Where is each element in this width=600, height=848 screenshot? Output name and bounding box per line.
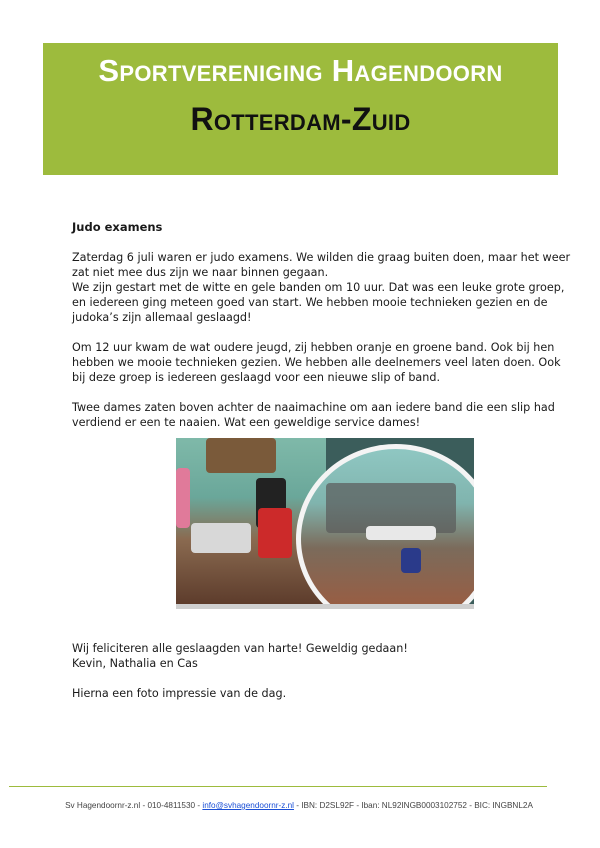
paragraph-3: Om 12 uur kwam de wat oudere jeugd, zij hebben oranje en groene band. Ook bij hen hebben we mooie technieken gezien. We hebben alle deelnemers veel laten doen. Ook bij deze groep is iedereen geslaagd voor een nieuwe slip of band. [72,341,561,384]
table-right [366,526,436,540]
congratulations-line: Wij feliciteren alle geslaagden van harte! Geweldig gedaan! [72,642,408,655]
person-pink [176,468,190,528]
table-left [191,523,251,553]
paragraph-1: Zaterdag 6 juli waren er judo examens. We wilden die graag buiten doen, maar het weer zat niet mee dus zijn we naar binnen gegaan. [72,251,571,279]
photo-frame-edge [176,604,474,609]
event-photo-collage [176,438,474,607]
photo-impression-line: Hierna een foto impressie van de dag. [72,687,287,700]
paragraph-2: We zijn gestart met de witte en gele banden om 10 uur. Dat was een leuke grote groep, en iedereen ging meteen goed van start. We hebben mooie technieken gezien en de judoka’s zijn allemaal geslaagd! [72,281,565,324]
footer-divider [9,786,547,787]
chair-blue [401,548,421,573]
signature-line: Kevin, Nathalia en Cas [72,657,198,670]
person-red [258,508,292,558]
wall-painting [206,438,276,473]
footer-email-link[interactable]: info@svhagendoornr-z.nl [202,801,294,810]
club-name-title: Sportvereniging Hagendoorn [98,53,503,88]
article-body [72,220,572,445]
article-paragraph [72,250,572,325]
footer-contact: Sv Hagendoornr-z.nl - 010-4811530 - [65,801,203,810]
header-banner [43,43,558,175]
club-location-subtitle: Rotterdam-Zuid [190,101,411,137]
footer-bank-info: - IBN: D2SL92F - Iban: NL92INGB0003102752 - BIC: INGBNL2A [293,801,533,810]
closing-text [72,641,572,701]
article-heading: Judo examens [72,220,163,234]
paragraph-4: Twee dames zaten boven achter de naaimachine om aan iedere band die een slip had verdiend er een te naaien. Wat een geweldige service dames! [72,401,555,429]
footer [9,801,589,810]
